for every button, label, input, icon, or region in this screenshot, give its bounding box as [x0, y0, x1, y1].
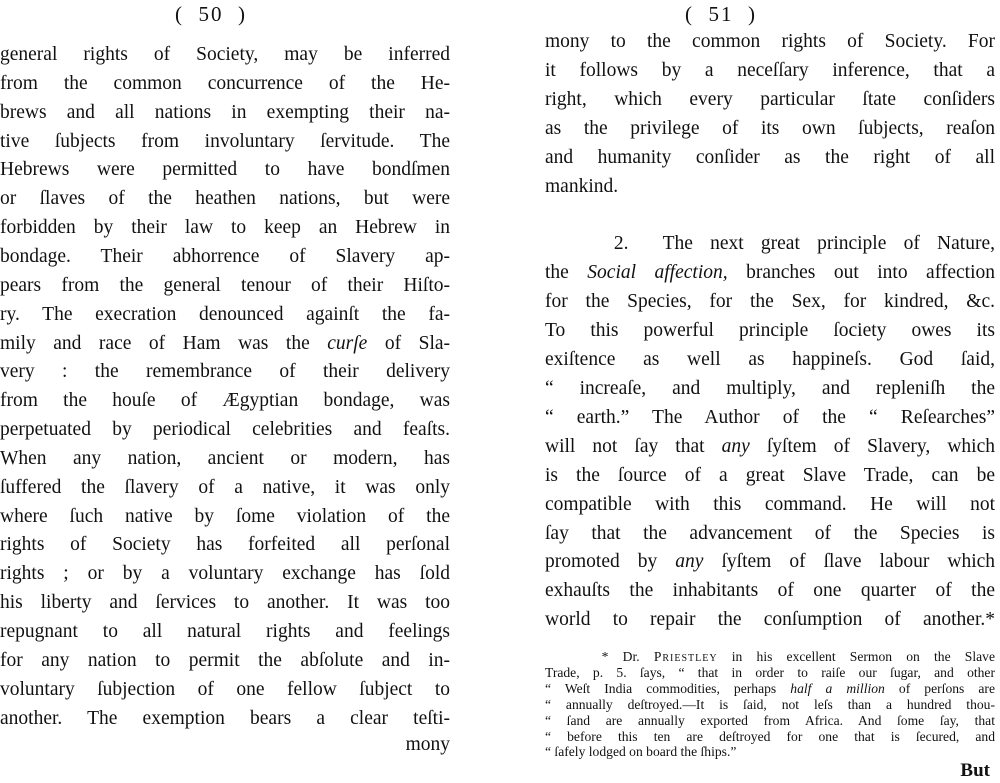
text-line: [545, 713, 995, 729]
page-number-right: ( 51 ): [685, 2, 757, 26]
text-segment: To this powerful principle ſociety owes its: [545, 319, 995, 341]
text-segment: for the Species, for the Sex, for kindred, &c.: [545, 290, 995, 312]
text-segment: perpetuated by periodical celebrities and feaſts.: [0, 419, 450, 441]
text-segment: tive ſubjects from involuntary ſervitude. The: [0, 130, 450, 152]
text-segment: “ earth.” The Author of the “ Reſearches”: [545, 406, 995, 428]
text-line: [0, 533, 450, 557]
text-line: [0, 418, 450, 442]
text-segment: rights ; or by a voluntary exchange has ſold: [0, 563, 450, 585]
text-line: [545, 30, 995, 54]
text-segment: of perſons are: [884, 680, 995, 696]
text-line: [545, 697, 995, 713]
text-segment: very : the remembrance of their delivery: [0, 361, 450, 383]
text-line: [0, 332, 450, 356]
catchword-left: mony: [405, 734, 450, 755]
text-line: [545, 522, 995, 546]
text-line: [0, 158, 450, 182]
text-segment: from the houſe of Ægyptian bondage, was: [0, 390, 450, 412]
text-segment: exhauſts the inhabitants of one quarter of the: [545, 580, 995, 602]
text-line: [545, 550, 995, 574]
text-line: [545, 117, 995, 141]
text-segment: another. The exemption bears a clear teſti-: [0, 707, 450, 729]
text-segment: and humanity conſider as the right of all: [545, 146, 995, 168]
text-line: [545, 406, 995, 430]
text-line: [0, 707, 450, 731]
text-segment: his liberty and ſervices to another. It was too: [0, 592, 450, 614]
text-line: [0, 620, 450, 644]
text-line: [545, 649, 995, 665]
text-line: [0, 476, 450, 500]
text-line: [0, 130, 450, 154]
text-line: [0, 505, 450, 529]
text-segment: “ ſand are annually exported from Africa. And ſome ſay, that: [545, 712, 995, 728]
text-segment: “ Weſt India commodities, perhaps: [545, 680, 791, 696]
text-segment: bondage. Their abhorrence of Slavery ap-: [0, 245, 450, 267]
text-segment: rights of Society has forfeited all perſonal: [0, 534, 450, 556]
text-segment: exiſtence as well as happineſs. God ſaid,: [545, 348, 995, 370]
text-segment: ſyſtem of ſlave labour which: [703, 551, 996, 573]
text-segment: promoted by: [545, 551, 676, 573]
text-line: [545, 88, 995, 112]
text-segment: or ſlaves of the heathen nations, but were: [0, 188, 450, 210]
text-line: [0, 245, 450, 269]
italic-text: half a million: [790, 680, 885, 696]
text-line: [545, 493, 995, 517]
text-line: [545, 744, 995, 760]
text-line: [0, 649, 450, 673]
text-segment: 2. The next great principle of Nature,: [545, 233, 995, 254]
text-line: [0, 274, 450, 298]
text-line: [545, 608, 995, 632]
text-segment: mily and race of Ham was the: [0, 332, 328, 354]
text-segment: world to repair the conſumption of another.*: [545, 609, 995, 631]
text-line: [545, 435, 995, 459]
page-number-left: ( 50 ): [175, 2, 247, 26]
italic-text: any: [675, 551, 704, 573]
text-line: [0, 72, 450, 96]
text-segment: for any nation to permit the abſolute and in-: [0, 649, 450, 671]
text-line: [0, 447, 450, 471]
text-segment: where ſuch native by ſome violation of the: [0, 505, 450, 527]
text-line: [545, 464, 995, 488]
text-segment: mankind.: [545, 175, 619, 197]
text-line: [0, 360, 450, 384]
text-line: [545, 319, 995, 343]
text-line: [0, 216, 450, 240]
text-line: [0, 101, 450, 125]
text-segment: pears from the general tenour of their Hiſto-: [0, 274, 450, 296]
text-segment: general rights of Society, may be inferred: [0, 44, 450, 65]
italic-text: Social affection,: [587, 261, 728, 283]
text-line: [0, 591, 450, 615]
text-line: [0, 678, 450, 702]
text-line: [0, 389, 450, 413]
text-line: [545, 146, 995, 170]
text-segment: in his excellent Sermon on the Slave: [717, 649, 995, 664]
text-segment: is the ſource of a great Slave Trade, can be: [545, 464, 995, 486]
text-segment: repugnant to all natural rights and feelings: [0, 621, 450, 642]
small-caps-text: Priestley: [653, 649, 718, 664]
text-line: [545, 665, 995, 681]
text-line: [545, 261, 995, 285]
text-segment: mony to the common rights of Society. For: [545, 31, 995, 52]
text-segment: will not ſay that: [545, 435, 722, 457]
text-line: [545, 579, 995, 603]
text-line: [545, 729, 995, 745]
text-segment: from the common concurrence of the He-: [0, 72, 450, 94]
text-segment: compatible with this command. He will not: [545, 493, 995, 515]
text-segment: as the privilege of its own ſubjects, reaſon: [545, 117, 995, 139]
text-segment: forbidden by their law to keep an Hebrew in: [0, 217, 450, 239]
text-segment: right, which every particular ſtate conſiders: [545, 88, 995, 110]
text-line: [545, 290, 995, 314]
text-segment: voluntary ſubjection of one fellow ſubject to: [0, 678, 450, 700]
italic-text: curſe: [327, 332, 368, 354]
text-line: [545, 175, 995, 199]
text-segment: “ before this ten are deſtroyed for one that is ſecured, and: [545, 728, 995, 744]
italic-text: any: [721, 435, 750, 457]
text-line: [0, 43, 450, 67]
text-segment: of Sla-: [367, 332, 451, 354]
text-segment: Hebrews were permitted to have bondſmen: [0, 159, 450, 181]
text-segment: it follows by a neceſſary inference, that a: [545, 59, 995, 81]
text-segment: When any nation, ancient or modern, has: [0, 447, 450, 469]
text-segment: Trade, p. 5. ſays, “ that in order to raiſe our ſugar, and other: [545, 664, 995, 680]
text-line: [545, 232, 995, 256]
text-line: [0, 303, 450, 327]
text-segment: * Dr.: [545, 649, 654, 664]
text-segment: “ annually deſtroyed.—It is ſaid, not leſs than a hundred thou-: [545, 696, 995, 712]
text-line: [545, 59, 995, 83]
catchword-right: But: [960, 760, 990, 781]
text-segment: ſyſtem of Slavery, which: [749, 435, 995, 457]
text-segment: “ increaſe, and multiply, and repleniſh the: [545, 377, 995, 399]
text-segment: ry. The execration denounced againſt the fa-: [0, 303, 450, 325]
text-segment: ſay that the advancement of the Species is: [545, 522, 995, 544]
text-line: [545, 377, 995, 401]
text-segment: the: [545, 261, 588, 283]
text-line: [0, 187, 450, 211]
text-segment: ſuffered the ſlavery of a native, it was only: [0, 476, 450, 498]
text-segment: brews and all nations in exempting their na-: [0, 101, 450, 123]
text-segment: branches out into affection: [727, 261, 995, 283]
text-line: [0, 562, 450, 586]
text-line: [545, 681, 995, 697]
text-line: [545, 348, 995, 372]
text-segment: “ ſafely lodged on board the ſhips.”: [545, 744, 737, 760]
